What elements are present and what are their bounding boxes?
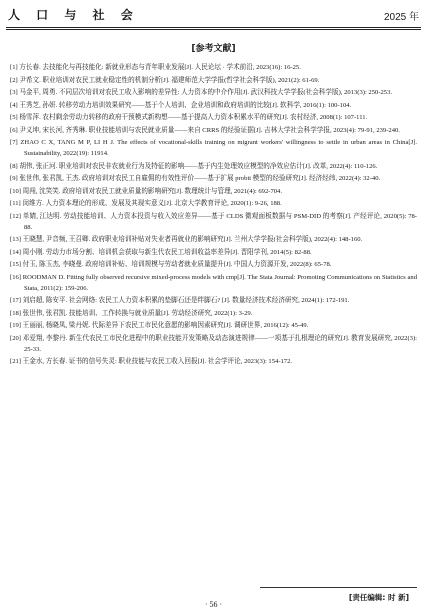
- reference-item: [5] 杨雪萍. 农村剩余劳动力转移的政府干预模式新构想——基于提高人力资本积累水平的研究[J]. 农村经济, 2008(1): 107-111.: [10, 114, 368, 121]
- reference-item: [11] 闵维方. 人力资本理论的形成、发展及其现实意义[J]. 北京大学教育评论, 2020(1): 9-26, 188.: [10, 200, 282, 207]
- reference-item: [15] 付玉, 陈玉杰, 李晓曼. 政府培训补贴、培训规模与劳动者就业质量提升[J]. 中国人力资源开发, 2022(8): 65-78.: [10, 261, 332, 268]
- running-header: [8, 4, 419, 26]
- reference-item: [18] 张世伟, 张君凯. 技能培训、工作转换与就业质量[J]. 劳动经济研究, 2022(1): 3-29.: [10, 309, 253, 317]
- reference-item: [3] 马金平, 周勇. 不同层次培训对农民工收入影响的差异性: 人力资本的中介作用[J]. 武汉科技大学学报(社会科学版), 2013(3): 250-253.: [10, 89, 393, 96]
- reference-item: [21] 王金水, 方长春. 证书的信号失灵: 职业技能与农民工收入回报[J]. 社会学评论, 2023(3): 154-172.: [10, 358, 293, 365]
- reference-item: [6] 尹义坤, 宋长河, 齐秀琳. 职业技能培训与农民就业质量——来自 CRRS 的经验证据[J]. 吉林大学社会科学学报, 2023(4): 79-91, 239-240.: [10, 126, 400, 134]
- reference-item: [12] 单婧, 江达明. 劳动技能培训、人力资本投资与收入效应差异——基于 CLDS 微观面板数据与 PSM-DID 的考察[J]. 产经评论, 2020(5): 78-88.: [10, 212, 417, 231]
- references-heading: [参考文献]: [191, 44, 236, 54]
- responsible-editor: [责任编辑: 时 新]: [348, 593, 409, 602]
- header-rule-bottom: [6, 29, 421, 30]
- reference-item: [2] 尹希文. 职业培训对农民工就业稳定性的机制分析[J]. 福建师范大学学报(哲学社会科学版), 2021(2): 61-69.: [10, 76, 320, 84]
- reference-item: [17] 刘启超, 陈安平. 社会网络: 农民工人力资本积累的垫脚石还是绊脚石? [J]. 数量经济技术经济研究, 2024(1): 172-191.: [10, 297, 350, 304]
- reference-item: [4] 王秀芝, 孙妍. 转移劳动力培训效果研究——基于个人培训、企业培训和政府培训的比较[J]. 软科学, 2016(1): 100-104.: [10, 101, 352, 109]
- reference-item: [9] 张世伟, 张君凯, 王杰. 政府培训对农民工自雇佣的有效性评价——基于扩展 probit 模型的经验研究[J]. 经济经纬, 2022(4): 32-40.: [10, 175, 381, 182]
- editor-rule: [260, 587, 417, 588]
- issue-year: 2025 年: [383, 12, 419, 23]
- reference-item: [16] ROODMAN D. Fitting fully observed recursive mixed-process models with cmp[J]. The Stata Journal: Promoting Communications on Statistics and Stata, 2011(2): 159-206.: [10, 273, 417, 292]
- reference-item: [8] 胡伟, 张正河. 职业培训对农民非农就业行为及特征的影响——基于内生处理效应模型的净效应估计[J]. 改革, 2022(4): 110-126.: [10, 162, 378, 170]
- page-number: · 56 ·: [204, 600, 223, 609]
- reference-item: [14] 周小刚. 劳动力市场分割、培训机会获取与新生代农民工培训收益率差异[J]. 晋阳学刊, 2014(5): 82-88.: [10, 248, 312, 256]
- reference-item: [7] ZHAO C X, TANG M P, LI H J. The effects of vocational-skills training on migrant workers' willingness to settle in urban areas in China[J]. Sustainability, 2022(19): 11914.: [10, 139, 417, 157]
- reference-item: [13] 王晓慧, 尹音频, 王召卿. 政府职业培训补贴对失业者再就业的影响研究[J]. 兰州大学学报(社会科学版), 2022(4): 148-160.: [10, 236, 363, 243]
- reference-list: [10, 62, 417, 369]
- journal-title: 人 口 与 社 会: [8, 8, 139, 22]
- reference-item: [10] 周闯, 沈笑笑. 政府培训对农民工就业质量的影响研究[J]. 数理统计与管理, 2021(4): 692-704.: [10, 187, 282, 195]
- reference-item: [20] 邓爱翔, 李黎丹. 新生代农民工市民化进程中的职业技能开发策略及动态演进规律——一项基于扎根理论的研究[J]. 教育发展研究, 2022(3): 25-33.: [10, 334, 417, 353]
- reference-item: [1] 方长春. 去技能化与再技能化: 新就业形态与青年职业发展[J]. 人民论坛 · 学术前沿, 2023(16): 16-25.: [10, 64, 301, 71]
- reference-item: [19] 王丽丽, 杨晓凤, 梁丹妮. 代际差异下农民工市民化意愿的影响因素研究[J]. 调研世界, 2016(12): 45-49.: [10, 322, 309, 329]
- header-rule-top: [6, 27, 421, 28]
